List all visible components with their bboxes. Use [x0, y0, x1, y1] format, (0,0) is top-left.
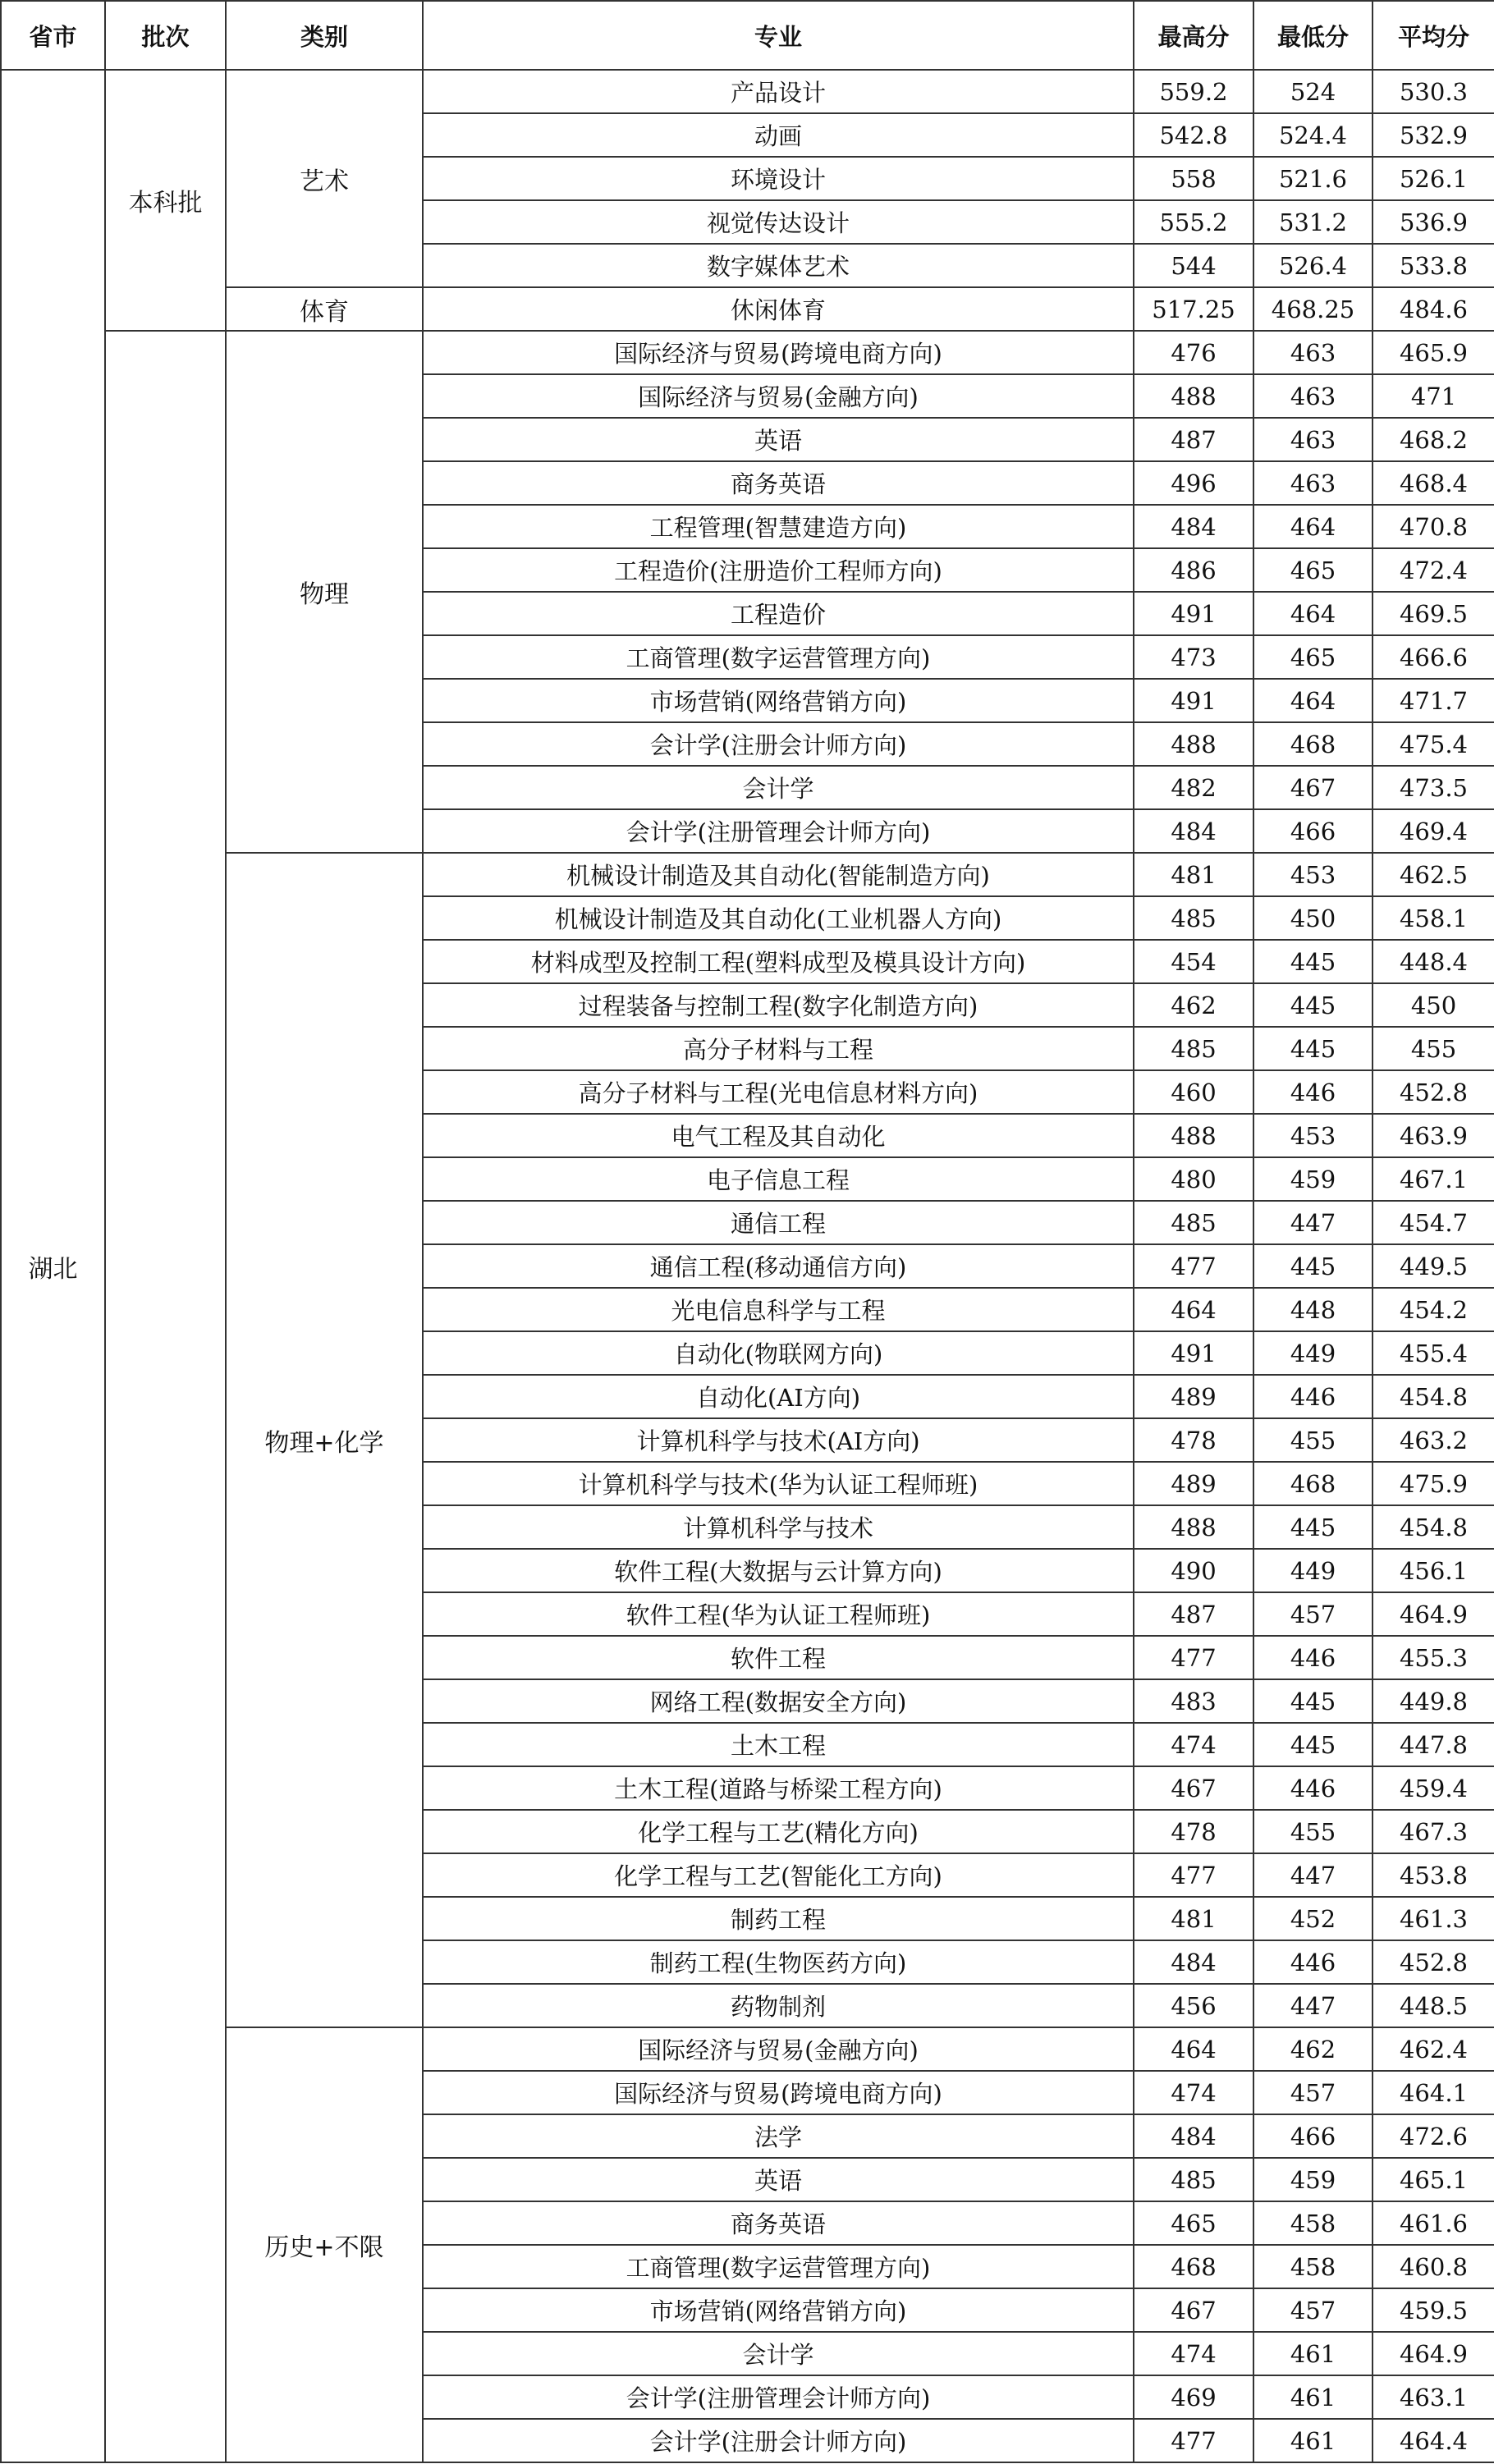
major-cell: 工程管理(智慧建造方向): [423, 505, 1134, 548]
min-score-cell: 446: [1253, 1070, 1373, 1114]
max-score-cell: 485: [1134, 896, 1253, 940]
avg-score-cell: 469.4: [1373, 809, 1494, 853]
avg-score-cell: 469.5: [1373, 592, 1494, 635]
min-score-cell: 459: [1253, 1157, 1373, 1201]
avg-score-cell: 455.3: [1373, 1636, 1494, 1679]
major-cell: 动画: [423, 113, 1134, 157]
avg-score-cell: 526.1: [1373, 157, 1494, 200]
major-cell: 电气工程及其自动化: [423, 1114, 1134, 1157]
min-score-cell: 448: [1253, 1288, 1373, 1331]
max-score-cell: 462: [1134, 983, 1253, 1027]
max-score-cell: 484: [1134, 1940, 1253, 1984]
max-score-cell: 484: [1134, 809, 1253, 853]
min-score-cell: 462: [1253, 2027, 1373, 2071]
min-score-cell: 446: [1253, 1940, 1373, 1984]
max-score-cell: 477: [1134, 1636, 1253, 1679]
major-cell: 商务英语: [423, 2201, 1134, 2245]
avg-score-cell: 472.6: [1373, 2114, 1494, 2158]
max-score-cell: 491: [1134, 592, 1253, 635]
max-score-cell: 517.25: [1134, 287, 1253, 331]
max-score-cell: 485: [1134, 1027, 1253, 1070]
major-cell: 英语: [423, 418, 1134, 461]
avg-score-cell: 452.8: [1373, 1070, 1494, 1114]
avg-score-cell: 465.1: [1373, 2158, 1494, 2201]
avg-score-cell: 454.2: [1373, 1288, 1494, 1331]
avg-score-cell: 464.4: [1373, 2419, 1494, 2462]
min-score-cell: 468: [1253, 722, 1373, 766]
min-score-cell: 461: [1253, 2419, 1373, 2462]
max-score-cell: 487: [1134, 1592, 1253, 1636]
category-cell: 体育: [226, 287, 423, 331]
max-score-cell: 490: [1134, 1549, 1253, 1592]
min-score-cell: 463: [1253, 418, 1373, 461]
province-cell: 湖北: [1, 70, 105, 2462]
major-cell: 商务英语: [423, 461, 1134, 505]
major-cell: 工商管理(数字运营管理方向): [423, 635, 1134, 679]
avg-score-cell: 455: [1373, 1027, 1494, 1070]
min-score-cell: 453: [1253, 853, 1373, 896]
major-cell: 网络工程(数据安全方向): [423, 1679, 1134, 1723]
header-max-score: 最高分: [1134, 1, 1253, 70]
avg-score-cell: 463.9: [1373, 1114, 1494, 1157]
avg-score-cell: 459.5: [1373, 2288, 1494, 2332]
major-cell: 计算机科学与技术(华为认证工程师班): [423, 1462, 1134, 1505]
min-score-cell: 447: [1253, 1201, 1373, 1244]
avg-score-cell: 450: [1373, 983, 1494, 1027]
min-score-cell: 452: [1253, 1897, 1373, 1940]
max-score-cell: 467: [1134, 2288, 1253, 2332]
max-score-cell: 480: [1134, 1157, 1253, 1201]
min-score-cell: 445: [1253, 1027, 1373, 1070]
table-row: [1, 70, 1494, 113]
avg-score-cell: 470.8: [1373, 505, 1494, 548]
max-score-cell: 468: [1134, 2245, 1253, 2288]
max-score-cell: 465: [1134, 2201, 1253, 2245]
avg-score-cell: 464.9: [1373, 2332, 1494, 2375]
min-score-cell: 465: [1253, 635, 1373, 679]
major-cell: 会计学(注册管理会计师方向): [423, 809, 1134, 853]
major-cell: 市场营销(网络营销方向): [423, 679, 1134, 722]
header-category: 类别: [226, 1, 423, 70]
avg-score-cell: 456.1: [1373, 1549, 1494, 1592]
major-cell: 土木工程(道路与桥梁工程方向): [423, 1766, 1134, 1810]
min-score-cell: 459: [1253, 2158, 1373, 2201]
major-cell: 市场营销(网络营销方向): [423, 2288, 1134, 2332]
min-score-cell: 457: [1253, 1592, 1373, 1636]
avg-score-cell: 461.6: [1373, 2201, 1494, 2245]
max-score-cell: 477: [1134, 1853, 1253, 1897]
major-cell: 英语: [423, 2158, 1134, 2201]
major-cell: 会计学: [423, 2332, 1134, 2375]
major-cell: 化学工程与工艺(精化方向): [423, 1810, 1134, 1853]
major-cell: 国际经济与贸易(跨境电商方向): [423, 331, 1134, 374]
major-cell: 高分子材料与工程: [423, 1027, 1134, 1070]
min-score-cell: 457: [1253, 2071, 1373, 2114]
avg-score-cell: 463.1: [1373, 2375, 1494, 2419]
avg-score-cell: 484.6: [1373, 287, 1494, 331]
max-score-cell: 491: [1134, 1331, 1253, 1375]
major-cell: 机械设计制造及其自动化(智能制造方向): [423, 853, 1134, 896]
min-score-cell: 463: [1253, 461, 1373, 505]
max-score-cell: 477: [1134, 2419, 1253, 2462]
max-score-cell: 478: [1134, 1810, 1253, 1853]
min-score-cell: 466: [1253, 2114, 1373, 2158]
max-score-cell: 486: [1134, 548, 1253, 592]
major-cell: 土木工程: [423, 1723, 1134, 1766]
max-score-cell: 474: [1134, 2332, 1253, 2375]
header-avg-score: 平均分: [1373, 1, 1494, 70]
max-score-cell: 558: [1134, 157, 1253, 200]
max-score-cell: 484: [1134, 2114, 1253, 2158]
max-score-cell: 496: [1134, 461, 1253, 505]
major-cell: 工程造价(注册造价工程师方向): [423, 548, 1134, 592]
min-score-cell: 453: [1253, 1114, 1373, 1157]
max-score-cell: 544: [1134, 244, 1253, 287]
major-cell: 环境设计: [423, 157, 1134, 200]
major-cell: 药物制剂: [423, 1984, 1134, 2027]
min-score-cell: 445: [1253, 1244, 1373, 1288]
avg-score-cell: 475.9: [1373, 1462, 1494, 1505]
min-score-cell: 466: [1253, 809, 1373, 853]
major-cell: 计算机科学与技术(AI方向): [423, 1418, 1134, 1462]
major-cell: 国际经济与贸易(金融方向): [423, 2027, 1134, 2071]
max-score-cell: 482: [1134, 766, 1253, 809]
min-score-cell: 461: [1253, 2375, 1373, 2419]
batch-cell: [105, 331, 226, 2462]
category-cell: 物理+化学: [226, 853, 423, 2027]
min-score-cell: 446: [1253, 1766, 1373, 1810]
avg-score-cell: 459.4: [1373, 1766, 1494, 1810]
avg-score-cell: 449.5: [1373, 1244, 1494, 1288]
max-score-cell: 456: [1134, 1984, 1253, 2027]
avg-score-cell: 465.9: [1373, 331, 1494, 374]
min-score-cell: 446: [1253, 1636, 1373, 1679]
min-score-cell: 521.6: [1253, 157, 1373, 200]
max-score-cell: 478: [1134, 1418, 1253, 1462]
major-cell: 过程装备与控制工程(数字化制造方向): [423, 983, 1134, 1027]
header-province: 省市: [1, 1, 105, 70]
major-cell: 工程造价: [423, 592, 1134, 635]
min-score-cell: 449: [1253, 1549, 1373, 1592]
major-cell: 国际经济与贸易(金融方向): [423, 374, 1134, 418]
avg-score-cell: 467.1: [1373, 1157, 1494, 1201]
major-cell: 自动化(物联网方向): [423, 1331, 1134, 1375]
max-score-cell: 460: [1134, 1070, 1253, 1114]
min-score-cell: 445: [1253, 983, 1373, 1027]
avg-score-cell: 461.3: [1373, 1897, 1494, 1940]
min-score-cell: 445: [1253, 940, 1373, 983]
min-score-cell: 458: [1253, 2201, 1373, 2245]
avg-score-cell: 471: [1373, 374, 1494, 418]
major-cell: 通信工程(移动通信方向): [423, 1244, 1134, 1288]
min-score-cell: 464: [1253, 505, 1373, 548]
header-row: [1, 1, 1494, 70]
max-score-cell: 483: [1134, 1679, 1253, 1723]
major-cell: 会计学(注册管理会计师方向): [423, 2375, 1134, 2419]
min-score-cell: 450: [1253, 896, 1373, 940]
min-score-cell: 524.4: [1253, 113, 1373, 157]
min-score-cell: 463: [1253, 331, 1373, 374]
avg-score-cell: 458.1: [1373, 896, 1494, 940]
major-cell: 产品设计: [423, 70, 1134, 113]
avg-score-cell: 453.8: [1373, 1853, 1494, 1897]
min-score-cell: 457: [1253, 2288, 1373, 2332]
max-score-cell: 467: [1134, 1766, 1253, 1810]
max-score-cell: 481: [1134, 1897, 1253, 1940]
min-score-cell: 458: [1253, 2245, 1373, 2288]
max-score-cell: 476: [1134, 331, 1253, 374]
major-cell: 软件工程(华为认证工程师班): [423, 1592, 1134, 1636]
max-score-cell: 484: [1134, 505, 1253, 548]
major-cell: 材料成型及控制工程(塑料成型及模具设计方向): [423, 940, 1134, 983]
max-score-cell: 489: [1134, 1375, 1253, 1418]
major-cell: 计算机科学与技术: [423, 1505, 1134, 1549]
avg-score-cell: 473.5: [1373, 766, 1494, 809]
max-score-cell: 481: [1134, 853, 1253, 896]
max-score-cell: 464: [1134, 2027, 1253, 2071]
avg-score-cell: 464.9: [1373, 1592, 1494, 1636]
major-cell: 高分子材料与工程(光电信息材料方向): [423, 1070, 1134, 1114]
avg-score-cell: 472.4: [1373, 548, 1494, 592]
avg-score-cell: 462.4: [1373, 2027, 1494, 2071]
max-score-cell: 488: [1134, 722, 1253, 766]
max-score-cell: 469: [1134, 2375, 1253, 2419]
avg-score-cell: 454.7: [1373, 1201, 1494, 1244]
avg-score-cell: 467.3: [1373, 1810, 1494, 1853]
avg-score-cell: 454.8: [1373, 1375, 1494, 1418]
max-score-cell: 489: [1134, 1462, 1253, 1505]
major-cell: 通信工程: [423, 1201, 1134, 1244]
avg-score-cell: 455.4: [1373, 1331, 1494, 1375]
max-score-cell: 454: [1134, 940, 1253, 983]
min-score-cell: 446: [1253, 1375, 1373, 1418]
avg-score-cell: 532.9: [1373, 113, 1494, 157]
avg-score-cell: 460.8: [1373, 2245, 1494, 2288]
major-cell: 机械设计制造及其自动化(工业机器人方向): [423, 896, 1134, 940]
max-score-cell: 542.8: [1134, 113, 1253, 157]
major-cell: 会计学(注册会计师方向): [423, 722, 1134, 766]
max-score-cell: 474: [1134, 2071, 1253, 2114]
major-cell: 休闲体育: [423, 287, 1134, 331]
max-score-cell: 559.2: [1134, 70, 1253, 113]
avg-score-cell: 448.4: [1373, 940, 1494, 983]
avg-score-cell: 471.7: [1373, 679, 1494, 722]
min-score-cell: 464: [1253, 679, 1373, 722]
major-cell: 软件工程(大数据与云计算方向): [423, 1549, 1134, 1592]
min-score-cell: 447: [1253, 1853, 1373, 1897]
min-score-cell: 463: [1253, 374, 1373, 418]
avg-score-cell: 447.8: [1373, 1723, 1494, 1766]
avg-score-cell: 462.5: [1373, 853, 1494, 896]
max-score-cell: 491: [1134, 679, 1253, 722]
header-major: 专业: [423, 1, 1134, 70]
max-score-cell: 488: [1134, 1505, 1253, 1549]
avg-score-cell: 452.8: [1373, 1940, 1494, 1984]
major-cell: 工商管理(数字运营管理方向): [423, 2245, 1134, 2288]
max-score-cell: 555.2: [1134, 200, 1253, 244]
max-score-cell: 474: [1134, 1723, 1253, 1766]
major-cell: 化学工程与工艺(智能化工方向): [423, 1853, 1134, 1897]
major-cell: 自动化(AI方向): [423, 1375, 1134, 1418]
min-score-cell: 455: [1253, 1810, 1373, 1853]
min-score-cell: 464: [1253, 592, 1373, 635]
min-score-cell: 465: [1253, 548, 1373, 592]
min-score-cell: 449: [1253, 1331, 1373, 1375]
min-score-cell: 461: [1253, 2332, 1373, 2375]
major-cell: 视觉传达设计: [423, 200, 1134, 244]
major-cell: 电子信息工程: [423, 1157, 1134, 1201]
avg-score-cell: 454.8: [1373, 1505, 1494, 1549]
max-score-cell: 485: [1134, 2158, 1253, 2201]
avg-score-cell: 533.8: [1373, 244, 1494, 287]
max-score-cell: 464: [1134, 1288, 1253, 1331]
min-score-cell: 455: [1253, 1418, 1373, 1462]
major-cell: 光电信息科学与工程: [423, 1288, 1134, 1331]
major-cell: 会计学: [423, 766, 1134, 809]
table-header: [1, 1, 1494, 70]
avg-score-cell: 468.4: [1373, 461, 1494, 505]
major-cell: 制药工程: [423, 1897, 1134, 1940]
max-score-cell: 488: [1134, 1114, 1253, 1157]
min-score-cell: 468.25: [1253, 287, 1373, 331]
max-score-cell: 485: [1134, 1201, 1253, 1244]
major-cell: 会计学(注册会计师方向): [423, 2419, 1134, 2462]
max-score-cell: 487: [1134, 418, 1253, 461]
category-cell: 物理: [226, 331, 423, 853]
min-score-cell: 445: [1253, 1505, 1373, 1549]
header-batch: 批次: [105, 1, 226, 70]
max-score-cell: 473: [1134, 635, 1253, 679]
min-score-cell: 447: [1253, 1984, 1373, 2027]
batch-cell: 本科批: [105, 70, 226, 331]
major-cell: 法学: [423, 2114, 1134, 2158]
table-row: [1, 331, 1494, 374]
avg-score-cell: 466.6: [1373, 635, 1494, 679]
min-score-cell: 468: [1253, 1462, 1373, 1505]
avg-score-cell: 463.2: [1373, 1418, 1494, 1462]
avg-score-cell: 464.1: [1373, 2071, 1494, 2114]
avg-score-cell: 536.9: [1373, 200, 1494, 244]
min-score-cell: 531.2: [1253, 200, 1373, 244]
min-score-cell: 524: [1253, 70, 1373, 113]
max-score-cell: 488: [1134, 374, 1253, 418]
min-score-cell: 526.4: [1253, 244, 1373, 287]
avg-score-cell: 448.5: [1373, 1984, 1494, 2027]
major-cell: 国际经济与贸易(跨境电商方向): [423, 2071, 1134, 2114]
category-cell: 艺术: [226, 70, 423, 287]
category-cell: 历史+不限: [226, 2027, 423, 2462]
header-min-score: 最低分: [1253, 1, 1373, 70]
avg-score-cell: 449.8: [1373, 1679, 1494, 1723]
min-score-cell: 467: [1253, 766, 1373, 809]
max-score-cell: 477: [1134, 1244, 1253, 1288]
table-body: [1, 70, 1494, 2462]
major-cell: 数字媒体艺术: [423, 244, 1134, 287]
major-cell: 制药工程(生物医药方向): [423, 1940, 1134, 1984]
avg-score-cell: 530.3: [1373, 70, 1494, 113]
major-cell: 软件工程: [423, 1636, 1134, 1679]
min-score-cell: 445: [1253, 1723, 1373, 1766]
avg-score-cell: 468.2: [1373, 418, 1494, 461]
avg-score-cell: 475.4: [1373, 722, 1494, 766]
min-score-cell: 445: [1253, 1679, 1373, 1723]
